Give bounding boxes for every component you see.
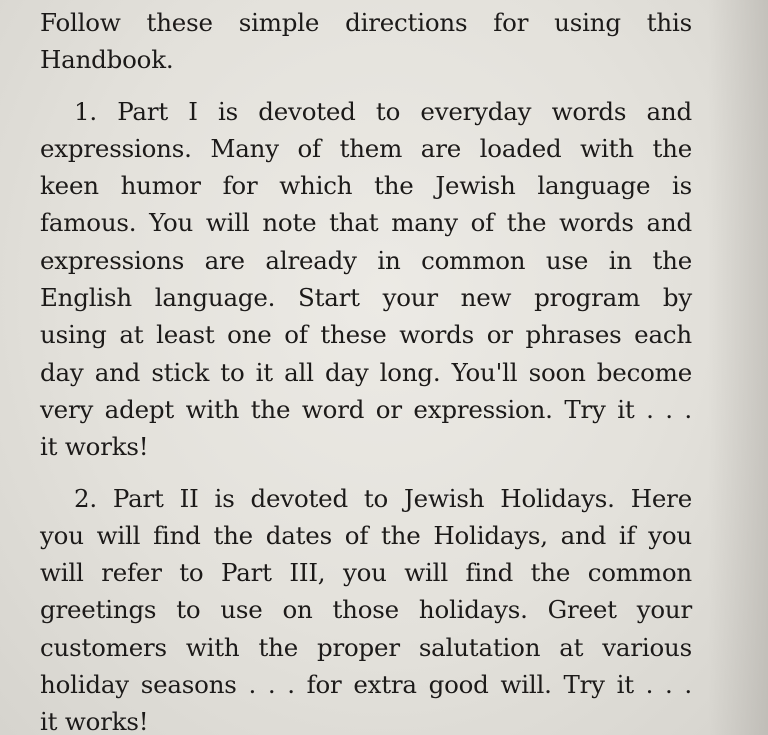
- part-one-paragraph: [40, 93, 692, 466]
- paragraph-line: it works!: [40, 707, 149, 735]
- paragraph-line: expressions. Many of them are loaded with the: [40, 133, 692, 163]
- paragraph-line: very adept with the word or expression. Try it . . .: [40, 394, 692, 424]
- paragraph-line: expressions are already in common use in the: [40, 245, 692, 275]
- paragraph-line: keen humor for which the Jewish language is: [40, 171, 692, 201]
- paragraph-line: it works!: [40, 432, 149, 462]
- paragraph-line: day and stick to it all day long. You'll soon become: [40, 357, 692, 387]
- handbook-text: [40, 4, 692, 735]
- intro-line: Follow these simple directions for using this: [40, 8, 692, 37]
- intro-paragraph: [40, 4, 692, 79]
- paragraph-line: will refer to Part III, you will find the common: [40, 558, 692, 588]
- paragraph-line: 1. Part I is devoted to everyday words and: [74, 96, 692, 126]
- paragraph-line: customers with the proper salutation at various: [40, 632, 692, 662]
- part-two-paragraph: [40, 480, 692, 735]
- paragraph-line: greetings to use on those holidays. Greet your: [40, 595, 692, 625]
- paragraph-line: holiday seasons . . . for extra good will. Try it . . .: [40, 670, 692, 700]
- paragraph-line: 2. Part II is devoted to Jewish Holidays. Here: [74, 483, 692, 513]
- intro-line: Handbook.: [40, 45, 174, 75]
- paragraph-line: famous. You will note that many of the words and: [40, 208, 692, 238]
- paragraph-line: using at least one of these words or phrases each: [40, 320, 692, 350]
- paragraph-line: English language. Start your new program by: [40, 283, 692, 313]
- paragraph-line: you will find the dates of the Holidays, and if you: [40, 520, 692, 550]
